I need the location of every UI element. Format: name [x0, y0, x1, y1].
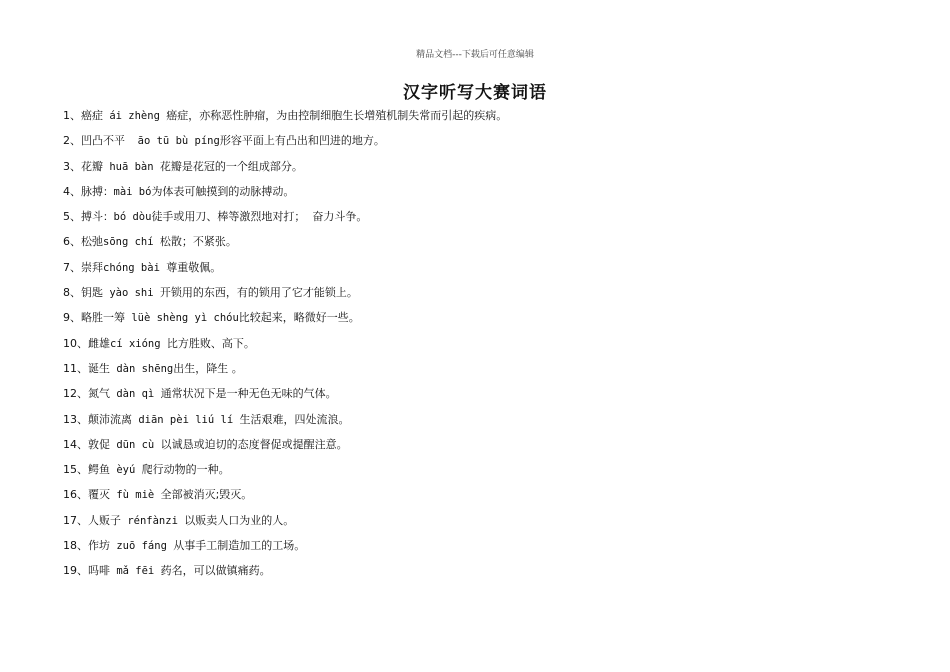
entry-number: 7、: [63, 260, 81, 274]
entry-definition: 出生，降生 。: [173, 361, 243, 375]
entry-word: 癌症: [81, 109, 103, 122]
entry-pinyin: rénfànzi: [121, 514, 185, 527]
entry-definition: 从事手工制造加工的工场。: [173, 539, 306, 553]
entry-pinyin: sōng chí: [103, 236, 160, 249]
entry-pinyin: èyú: [110, 464, 142, 477]
list-item: [63, 461, 923, 486]
entry-pinyin: dūn cù: [110, 438, 161, 451]
list-item: [63, 335, 923, 360]
entry-definition: 徒手或用刀、棒等激烈地对打； 奋力斗争。: [151, 210, 368, 224]
entry-definition: 全部被消灭;毁灭。: [160, 488, 253, 502]
entry-word: 略胜一筹: [81, 311, 125, 325]
entry-word: 氮气: [88, 387, 110, 401]
list-item: [63, 107, 923, 132]
entry-word: 颠沛流离: [88, 412, 132, 426]
entry-number: 6、: [63, 235, 81, 249]
entry-pinyin: ái zhèng: [103, 110, 167, 122]
entry-pinyin: lüè shèng yì chóu: [125, 312, 239, 325]
entry-word: 崇拜: [81, 260, 103, 274]
entry-number: 10、: [63, 336, 88, 350]
document-title: 汉字听写大赛词语: [403, 83, 547, 103]
entry-word: 作坊: [88, 539, 110, 553]
entry-number: 14、: [63, 437, 88, 451]
entry-pinyin: ：bó dòu: [103, 211, 152, 224]
entry-definition: 通常状况下是一种无色无味的气体。: [160, 387, 337, 401]
entry-pinyin: chóng bài: [103, 261, 167, 274]
list-item: [63, 309, 923, 334]
entry-pinyin: mǎ fēi: [110, 565, 161, 578]
entry-number: 11、: [63, 361, 88, 375]
entry-pinyin: fù miè: [110, 489, 161, 502]
entry-definition: 药名，可以做镇痛药。: [160, 564, 271, 578]
entry-word: 凹凸不平: [81, 134, 125, 148]
entry-word: 诞生: [88, 361, 110, 375]
entry-number: 17、: [63, 513, 88, 527]
entry-definition: 尊重敬佩。: [166, 260, 222, 274]
list-item: [63, 233, 923, 258]
entry-definition: 开锁用的东西，有的锁用了它才能锁上。: [159, 286, 358, 300]
entry-number: 9、: [63, 311, 81, 325]
entry-word: 敦促: [88, 437, 110, 451]
list-item: [63, 562, 923, 587]
list-item: [63, 436, 923, 461]
entry-number: 5、: [63, 210, 81, 224]
entry-number: 12、: [63, 387, 88, 401]
entry-definition: 形容平面上有凸出和凹进的地方。: [219, 134, 385, 148]
list-item: [63, 183, 923, 208]
entry-word: 搏斗: [81, 210, 103, 224]
entry-number: 16、: [63, 488, 88, 502]
list-item: [63, 512, 923, 537]
entry-pinyin: dàn shēng: [110, 362, 174, 375]
entry-definition: 生活艰难，四处流浪。: [239, 412, 350, 426]
page-header: 精品文档---下载后可任意编辑: [416, 50, 534, 60]
entry-number: 2、: [63, 134, 81, 148]
entry-definition: 比方胜败、高下。: [166, 336, 255, 350]
entry-word: 吗啡: [88, 564, 110, 578]
entry-word: 钥匙: [81, 286, 103, 300]
entry-word: 覆灭: [88, 488, 110, 502]
entry-word: 花瓣: [81, 159, 103, 173]
entry-pinyin: cí xióng: [110, 337, 167, 350]
entry-word: 人贩子: [88, 513, 121, 527]
entry-word: 脉搏: [81, 184, 103, 198]
entry-definition: 以诚恳或迫切的态度督促或提醒注意。: [160, 437, 348, 451]
entry-number: 18、: [63, 539, 88, 553]
list-item: [63, 486, 923, 511]
entry-number: 8、: [63, 286, 81, 300]
list-item: [63, 411, 923, 436]
list-item: [63, 284, 923, 309]
list-item: [63, 360, 923, 385]
entry-definition: 松散；不紧张。: [159, 235, 237, 249]
list-item: [63, 259, 923, 284]
entry-definition: 癌症，亦称恶性肿瘤，为由控制细胞生长增殖机制失常而引起的疾病。: [166, 109, 508, 122]
entry-word: 鳄鱼: [88, 463, 110, 477]
entry-pinyin: diān pèi liú lí: [132, 413, 240, 426]
list-item: [63, 537, 923, 562]
entry-word: 松弛: [81, 235, 103, 249]
entry-word: 雌雄: [88, 336, 110, 350]
entry-definition: 以贩卖人口为业的人。: [184, 513, 295, 527]
entry-pinyin: huā bàn: [103, 160, 160, 173]
entry-definition: 爬行动物的一种。: [141, 463, 230, 477]
word-list: [63, 107, 923, 588]
entry-pinyin: dàn qì: [110, 388, 161, 401]
entry-pinyin: ：mài bó: [103, 185, 152, 198]
list-item: [63, 385, 923, 410]
entry-definition: 比较起来，略微好一些。: [238, 311, 360, 325]
entry-number: 4、: [63, 184, 81, 198]
entry-number: 19、: [63, 564, 88, 578]
list-item: [63, 132, 923, 157]
entry-pinyin: zuō fáng: [110, 540, 174, 553]
entry-definition: 为体表可触摸到的动脉搏动。: [151, 184, 295, 198]
list-item: [63, 158, 923, 183]
entry-number: 13、: [63, 412, 88, 426]
entry-number: 1、: [63, 109, 81, 122]
entry-number: 3、: [63, 159, 81, 173]
entry-pinyin: yào shi: [103, 287, 160, 300]
list-item: [63, 208, 923, 233]
entry-definition: 花瓣是花冠的一个组成部分。: [159, 159, 303, 173]
entry-number: 15、: [63, 463, 88, 477]
entry-pinyin: āo tū bù píng: [125, 135, 220, 148]
